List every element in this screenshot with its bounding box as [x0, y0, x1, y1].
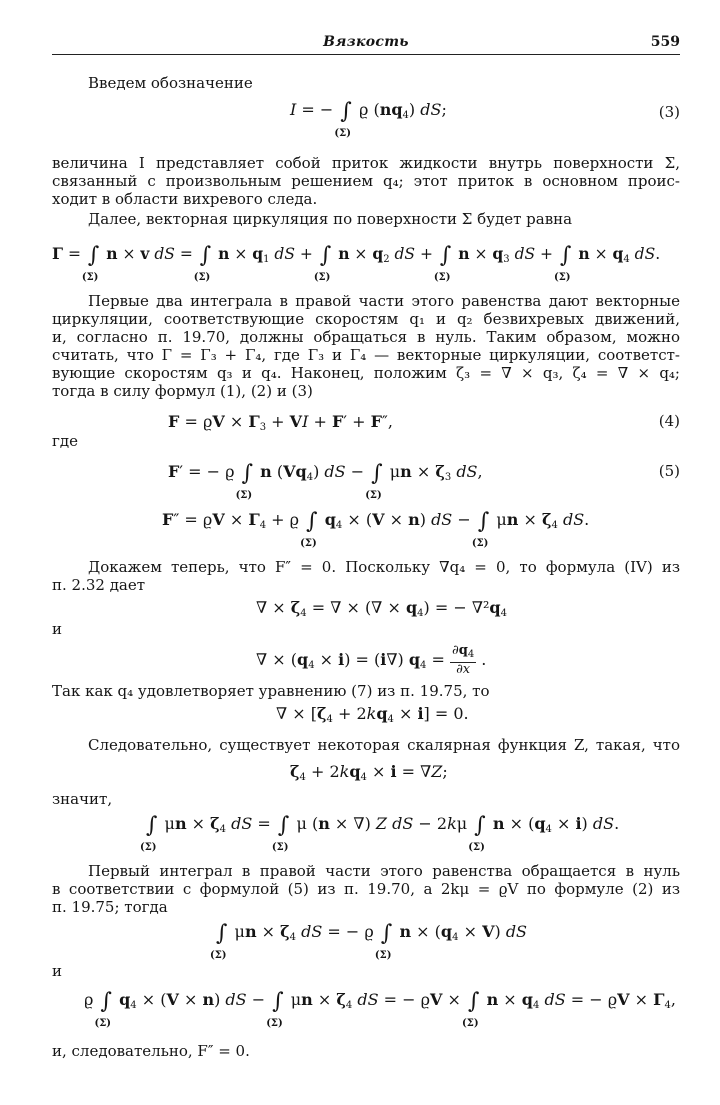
intro-text: Введем обозначение	[88, 74, 253, 92]
equation-5-number: (5)	[658, 462, 680, 480]
equation-ix: ∇ × $(q_4 \times i) = (i\nabla) q_4$ = $\frac{\partial q_4}{\partial x}$ .	[256, 643, 487, 677]
hence-text: значит,	[52, 790, 113, 808]
equation-4-number: (4)	[658, 412, 680, 430]
equation-grad: $\zeta_4 + 2kq_4 \times i = \nabla Z$;	[290, 762, 448, 783]
paragraph-6: Следовательно, существует некоторая скалярная функция Z, такая, что	[88, 736, 680, 754]
paragraph-3: Первые два интеграла в правой части этого равенства дают векторные циркуляции, соответствующие скоростям q₁ и q₂ безвихревых движений, и, согласно п. 19.70, должны обращаться в нуль. Таким образом, можно считать, что Γ = Γ₃ + Γ₄, где Γ₃ и Γ₄ — векторные циркуляции, соответст- вующие скоростям q₃ и q₄. Наконец, положим ζ₃ = ∇ × q₃, ζ₄ = ∇ × q₄; тогда в силу формул (1), (2) и (3)	[52, 292, 680, 400]
equation-3-number: (3)	[658, 103, 680, 121]
equation-z: ∇ × $[\zeta_4 + 2kq_4 \times i] = 0$.	[276, 704, 469, 725]
paragraph-2: Далее, векторная циркуляция по поверхности Σ будет равна	[88, 210, 573, 228]
running-title: Вязкость	[323, 34, 409, 50]
paragraph-4: Докажем теперь, что F″ = 0. Поскольку ∇q₄ = 0, то формула (IV) из п. 2.32 дает	[52, 558, 680, 594]
equation-final: ϱ ∫ (Σ) $q_4 \times (V \times n)$ dS − ∫ (Σ) $\mu n \times \zeta_4$ dS = − ϱV × ∫ (Σ) $n \times q_4$ dS = − $ϱV \times \Gamma_4$,	[84, 989, 676, 1029]
equation-curl: ∇ × $\zeta_4$ = ∇ × (∇ × $q_4$) = − $\nabla^2q_4$	[256, 598, 507, 619]
equation-4: $F = ϱV \times \Gamma_3$ + VI + F′ + F″,	[168, 412, 393, 433]
and-text-2: и	[52, 962, 62, 980]
equation-5a: F′ = − ϱ ∫ (Σ) n $(Vq_4)$ dS − ∫ (Σ) $\mu n \times \zeta_3$ dS,	[168, 461, 483, 501]
final-text: и, следовательно, F″ = 0.	[52, 1042, 250, 1060]
equation-5b: $F'' = ϱV \times \Gamma_4 + ϱ$ ∫ (Σ) $q_4 \times (V \times n)$ dS − ∫ (Σ) $\mu n \times \zeta_4$ dS.	[162, 509, 590, 549]
equation-integral: ∫ (Σ) $\mu n \times \zeta_4$ dS = ∫ (Σ) μ (n × ∇) Z dS − 2kμ ∫ (Σ) $n \times (q_4 \times i)$ dS.	[140, 813, 620, 853]
paragraph-5: Так как q₄ удовлетворяет уравнению (7) из п. 19.75, то	[52, 682, 490, 700]
equation-3: I = − ∫ (Σ) ϱ $(nq_4)$ dS;	[290, 99, 447, 139]
page-number: 559	[650, 34, 680, 50]
and-text-1: и	[52, 620, 62, 638]
paragraph-7: Первый интеграл в правой части этого равенства обращается в нуль в соответствии с формулой (5) из п. 19.70, а 2kμ = ϱV по формуле (2) из п. 19.75; тогда	[52, 862, 680, 916]
where-text: где	[52, 432, 78, 450]
paragraph-1: величина I представляет собой приток жидкости внутрь поверхности Σ, связанный с произвольным решением q₄; этот приток в основном проис- ходит в области вихревого следа.	[52, 154, 680, 208]
equation-integral-2: ∫ (Σ) $\mu n \times \zeta_4$ dS = − ϱ ∫ (Σ) $n \times (q_4 \times V)$ dS	[210, 921, 528, 961]
running-header	[52, 34, 680, 55]
equation-gamma: Γ = ∫ (Σ) n × v dS = ∫ (Σ) $n \times q_1$ dS + ∫ (Σ) $n \times q_2$ dS + ∫ (Σ) $n \times q_3$ dS + ∫ (Σ) $n \times q_4$ dS.	[52, 243, 661, 283]
